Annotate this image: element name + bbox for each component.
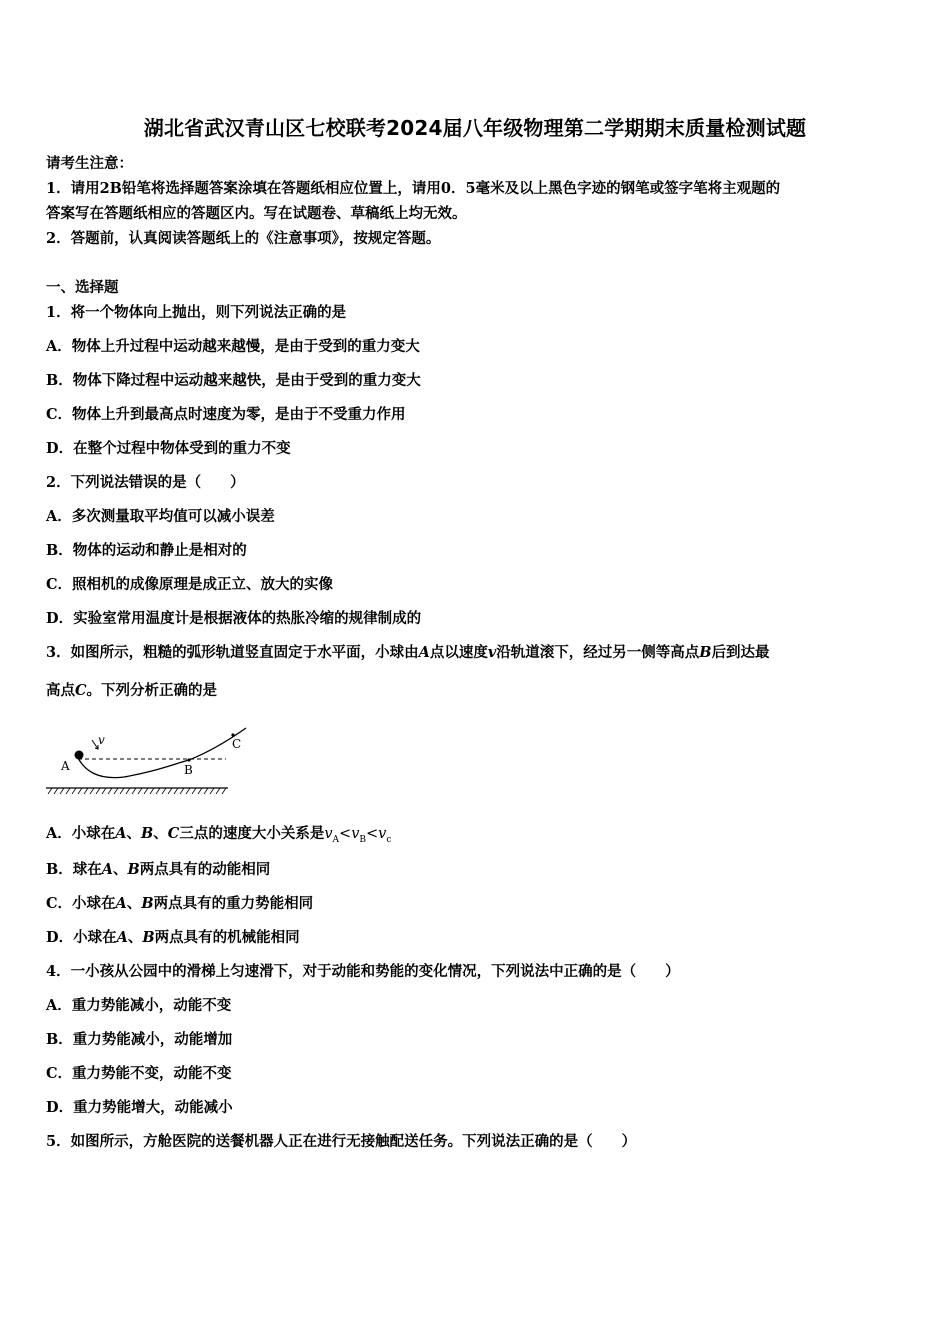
section-heading: 一、选择题 [46, 279, 119, 296]
q2-option-b: B．物体的运动和静止是相对的 [46, 542, 247, 559]
label-a: A [61, 759, 70, 773]
q4-option-c: C．重力势能不变，动能不变 [46, 1065, 232, 1082]
q4-stem: 4．一小孩从公园中的滑梯上匀速滑下，对于动能和势能的变化情况，下列说法中正确的是（ ） [46, 963, 680, 980]
label-c: C [232, 737, 242, 751]
q3-option-b: B．球在A、B两点具有的动能相同 [46, 861, 271, 878]
q1-option-a: A．物体上升过程中运动越来越慢，是由于受到的重力变大 [46, 338, 420, 355]
q1-option-b: B．物体下降过程中运动越来越快，是由于受到的重力变大 [46, 372, 421, 389]
notice-item-1-line-2: 答案写在答题纸相应的答题区内。写在试题卷、草稿纸上均无效。 [46, 205, 467, 222]
q2-option-a: A．多次测量取平均值可以减小误差 [46, 508, 275, 525]
q4-option-a: A．重力势能减小，动能不变 [46, 997, 232, 1014]
q2-stem: 2．下列说法错误的是（ ） [46, 474, 245, 491]
notice-item-1-line-1: 1．请用2B铅笔将选择题答案涂填在答题纸相应位置上，请用0．5毫米及以上黑色字迹的钢笔或签字笔将主观题的 [46, 180, 781, 197]
ball [75, 751, 84, 760]
q2-option-d: D．实验室常用温度计是根据液体的热胀冷缩的规律制成的 [46, 610, 422, 627]
notice-heading: 请考生注意： [46, 155, 133, 172]
q3-stem-line-1: 3．如图所示，粗糙的弧形轨道竖直固定于水平面，小球由A点以速度v沿轨道滚下，经过另一侧等高点B后到达最 [46, 644, 770, 661]
q5-stem: 5．如图所示，方舱医院的送餐机器人正在进行无接触配送任务。下列说法正确的是（ ） [46, 1133, 637, 1150]
q3-option-c: C．小球在A、B两点具有的重力势能相同 [46, 895, 314, 912]
point-b-dot [187, 758, 190, 761]
q4-option-d: D．重力势能增大，动能减小 [46, 1099, 233, 1116]
q3-option-a: A．小球在A、B、C三点的速度大小关系是$v_A<v_B<v_c$ [46, 825, 392, 845]
q4-option-b: B．重力势能减小，动能增加 [46, 1031, 233, 1048]
q1-option-c: C．物体上升到最高点时速度为零，是由于不受重力作用 [46, 406, 406, 423]
q3-option-d: D．小球在A、B两点具有的机械能相同 [46, 929, 300, 946]
q3-stem-line-2: 高点C。下列分析正确的是 [46, 682, 218, 699]
q1-option-d: D．在整个过程中物体受到的重力不变 [46, 440, 291, 457]
q3-track-figure [44, 722, 254, 802]
page-title: 湖北省武汉青山区七校联考2024届八年级物理第二学期期末质量检测试题 [143, 116, 807, 140]
ground-hatch [48, 788, 226, 794]
label-b: B [184, 763, 193, 777]
notice-item-2: 2．答题前，认真阅读答题纸上的《注意事项》，按规定答题。 [46, 230, 441, 247]
q1-stem: 1．将一个物体向上抛出，则下列说法正确的是 [46, 304, 347, 321]
q2-option-c: C．照相机的成像原理是成正立、放大的实像 [46, 576, 334, 593]
label-v: v [98, 733, 105, 747]
